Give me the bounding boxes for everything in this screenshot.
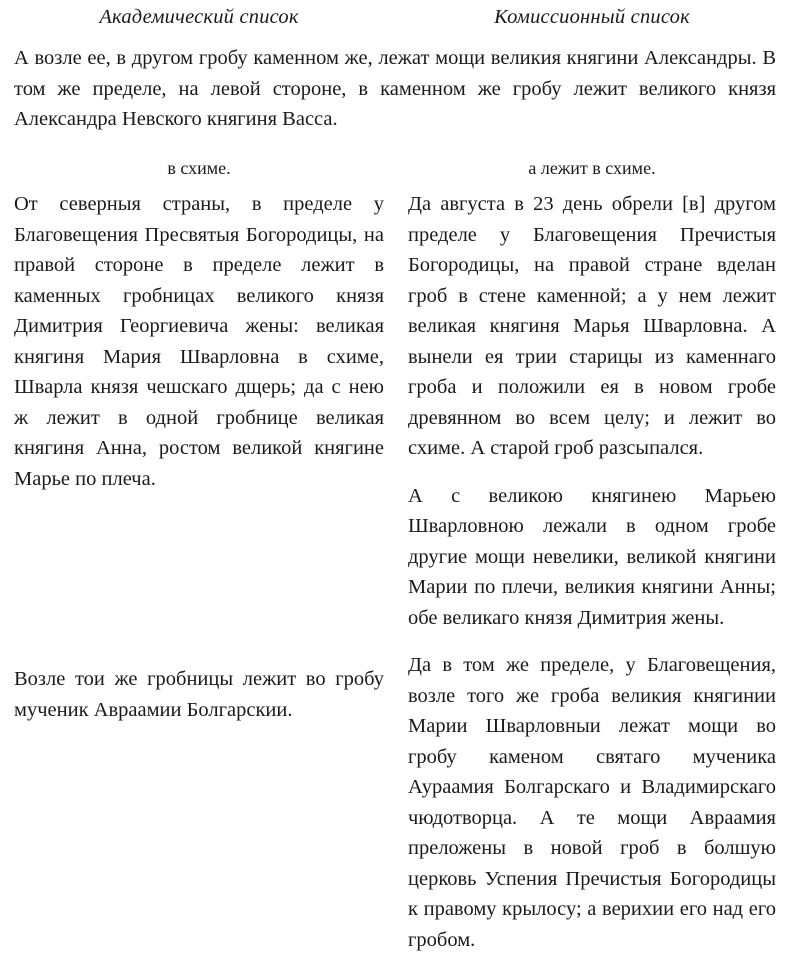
left-column [14,189,384,725]
subline-left: в схиме. [167,158,231,178]
heading-commission-list: Комиссионный список [494,6,690,28]
left-column-paragraph: От северныя страны, в пределе у Благовещения Пресвятыя Богородицы, на правой стороне в пределе лежит в каменных гробницах великого князя Димитрия Георгиевича жены: великая княгиня Мария Шварловна в схиме, Шварла князя чешскаго дщерь; да с нею ж лежит в одной гробнице великая княгиня Анна, ростом великой княгине Марье по плеча. [14,193,384,490]
left-column-paragraph: Возле тои же гробницы лежит во гробу мученик Авраамии Болгарскии. [14,668,384,721]
two-column-body [14,189,776,955]
column-headings [14,0,776,29]
right-column [408,189,776,955]
left-column-spacer [14,494,384,664]
subline-row [14,155,776,181]
subline-gutter [384,155,408,181]
right-column-paragraph: Да августа в 23 день обрели [в] другом пределе у Благовещения Пречистыя Богородицы, на правой стране вделан гроб в стене каменной; а у нем лежит великая княгиня Марья Шварловна. А вынели ея трии старицы из каменнаго гроба и положили ея в новом гробе древянном во всем целу; и лежит во схиме. А старой гроб разсыпался. [408,193,776,459]
intro-paragraph: А возле ее, в другом гробу каменном же, лежат мощи великия княгини Александры. В том же пределе, на левой стороне, в каменном же гробу лежит великого князя Александра Невского княгиня Васса. [14,47,776,130]
right-column-paragraph: Да в том же пределе, у Благовещения, возле того же гроба великия княгинии Марии Шварловныи лежат мощи во гробу каменом святаго мученика Аураамия Болгарскаго и Владимирскаго чюдотворца. А те мощи Авраамия преложены в новой гроб в болшую церковь Успения Пречистыя Богородицы к правому крылосу; а верихии его над его гробом. [408,654,776,951]
subline-right: а лежит в схиме. [528,158,656,178]
heading-gutter [384,6,408,29]
right-column-paragraph: А с великою княгинею Марьею Шварловною лежали в одном гробе другие мощи невелики, великой княгини Марии по плечи, великия княгини Анны; обе великаго князя Димитрия жены. [408,484,776,629]
heading-academic-list: Академический список [99,6,299,28]
